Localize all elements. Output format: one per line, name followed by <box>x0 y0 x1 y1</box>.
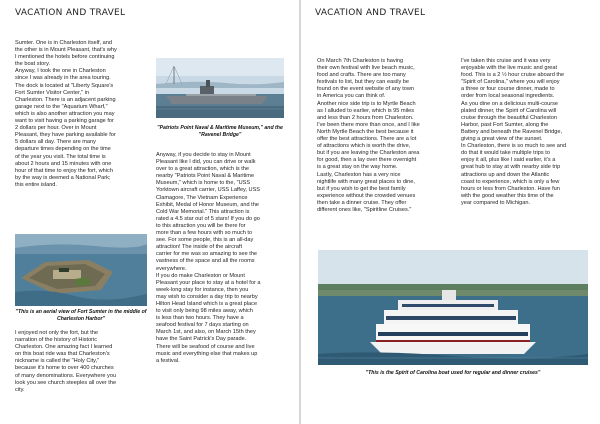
left-col1-top-text: Sumter. One is in Charleston itself, and the other is in Mount Pleasant, that's why I mentioned the hotels before continuing the boat story. Anyway, I took the one in Charleston since I was already in the area touring. The dock is located at "Liberty Square's Fort Sumter Visitor Center," in Charleston. There is an adjacent parking garage next to the "Aquarium Wharf," which is also another attraction you may want to visit having a parking garage for 2 dollars per hour. Over in Mount Pleasant, they have parking available for 5 dollars all day. There are many departure times depending on the time of the year you visit. The total time is about 2 hours and 15 minutes with one hour of that time to enjoy the fort, which by the way is deemed a National Park; this entire island. <box>15 40 117 188</box>
spirit-of-carolina-caption: "This is the Spirit of Carolina boat used for regular and dinner cruises" <box>365 370 541 376</box>
patriots-point-caption: "Patriots Point Naval & Maritime Museum," and the "Ravenel Bridge" <box>157 125 283 138</box>
right-col2-text: I've taken this cruise and it was very enjoyable with the live music and great food. This is a 2 ½ hour cruise aboard the "Spirit of Carolina," where you will enjoy a three or four course dinner, made to order from local seasonal ingredients. As you dine on a delicious multi-course plated dinner, the Spirit of Carolina will cruise through the beautiful Charleston Harbor, past Fort Sumter, along the Battery and beneath the Ravenel Bridge, giving a great view of the sunset. In Charleston, there is so much to see and do that it would take multiple trips to enjoy it all, plus like I said earlier, it's a great hub to stay at with nearby side trip attractions up and down the Atlantic coast to experience, which is only a few hours or less from Charleston. Have fun with the good weather this time of the year compared to Michigan. <box>461 58 567 206</box>
left-col1-bottom-text: I enjoyed not only the fort, but the narration of the history of Historic Charleston. One amazing fact I learned on this boat ride was that Charleston's nickname is called the "Holy City," because it's home to over 400 churches of many denominations. Everywhere you look you see church steeples all over the city. <box>15 330 117 393</box>
fort-sumter-caption: "This is an aerial view of Fort Sumter in the middle of Charleston Harbor" <box>15 309 147 322</box>
left-page <box>0 0 299 424</box>
spirit-of-carolina-photo <box>318 250 588 365</box>
right-col1-text: On March 7th Charleston is having their own festival with live beach music, food and crafts. There are too many festivals to list, but they can easily be found on the event website of any town in America you can think of. Another nice side trip is to Myrtle Beach as I alluded to earlier, which is 95 miles and less than 2 hours from Charleston. I've been there more than once, and I like North Myrtle Beach the best because it offer the best attractions. There are a lot of attractions which is worth the drive, but if you are leaving the Charleston area for good, then a lay over there overnight is a great stay on the way home. Lastly, Charleston has a very nice nightlife with many great places to dine, but if you wish to get the best family experience without the crowded venues then take a dinner cruise. They offer different ones like, "Spiritline Cruises." <box>317 58 420 213</box>
right-page <box>301 0 600 424</box>
right-page-heading: VACATION AND TRAVEL <box>315 8 426 18</box>
left-page-heading: VACATION AND TRAVEL <box>15 8 126 18</box>
fort-sumter-photo <box>15 234 147 306</box>
left-col2-text: Anyway, if you decide to stay in Mount Pleasant like I did, you can drive or walk over to a great attraction, which is the nearby "Patriots Point Naval & Maritime Museum," which is home to the, "USS Yorktown aircraft carrier, USS Laffey, USS Clamagore, The Vietnam Experience Exhibit, Medal of Honor Museum, and the Cold War Memorial." This attraction is rated a 4.5 star out of 5 stars! If you do go to this attraction you will be there for more than a few hours with so much to see. For some people, this is an all-day attraction! The inside of the aircraft carrier for me was so amazing to see the vastness of the space and all the rooms everywhere. If you do make Charleston or Mount Pleasant your place to stay at a hotel for a week-long stay for instance, then you may wish to consider a day trip to nearby Hilton Head Island which is a great place to visit only being 98 miles away, which is less than two hours. They have a seafood festival for 7 days starting on March 1st, and also, on March 15th they have the Saint Patrick's Day parade. There will be seafood of course and live music and everything else that makes up a festival. <box>156 152 261 364</box>
patriots-point-photo <box>156 58 284 118</box>
